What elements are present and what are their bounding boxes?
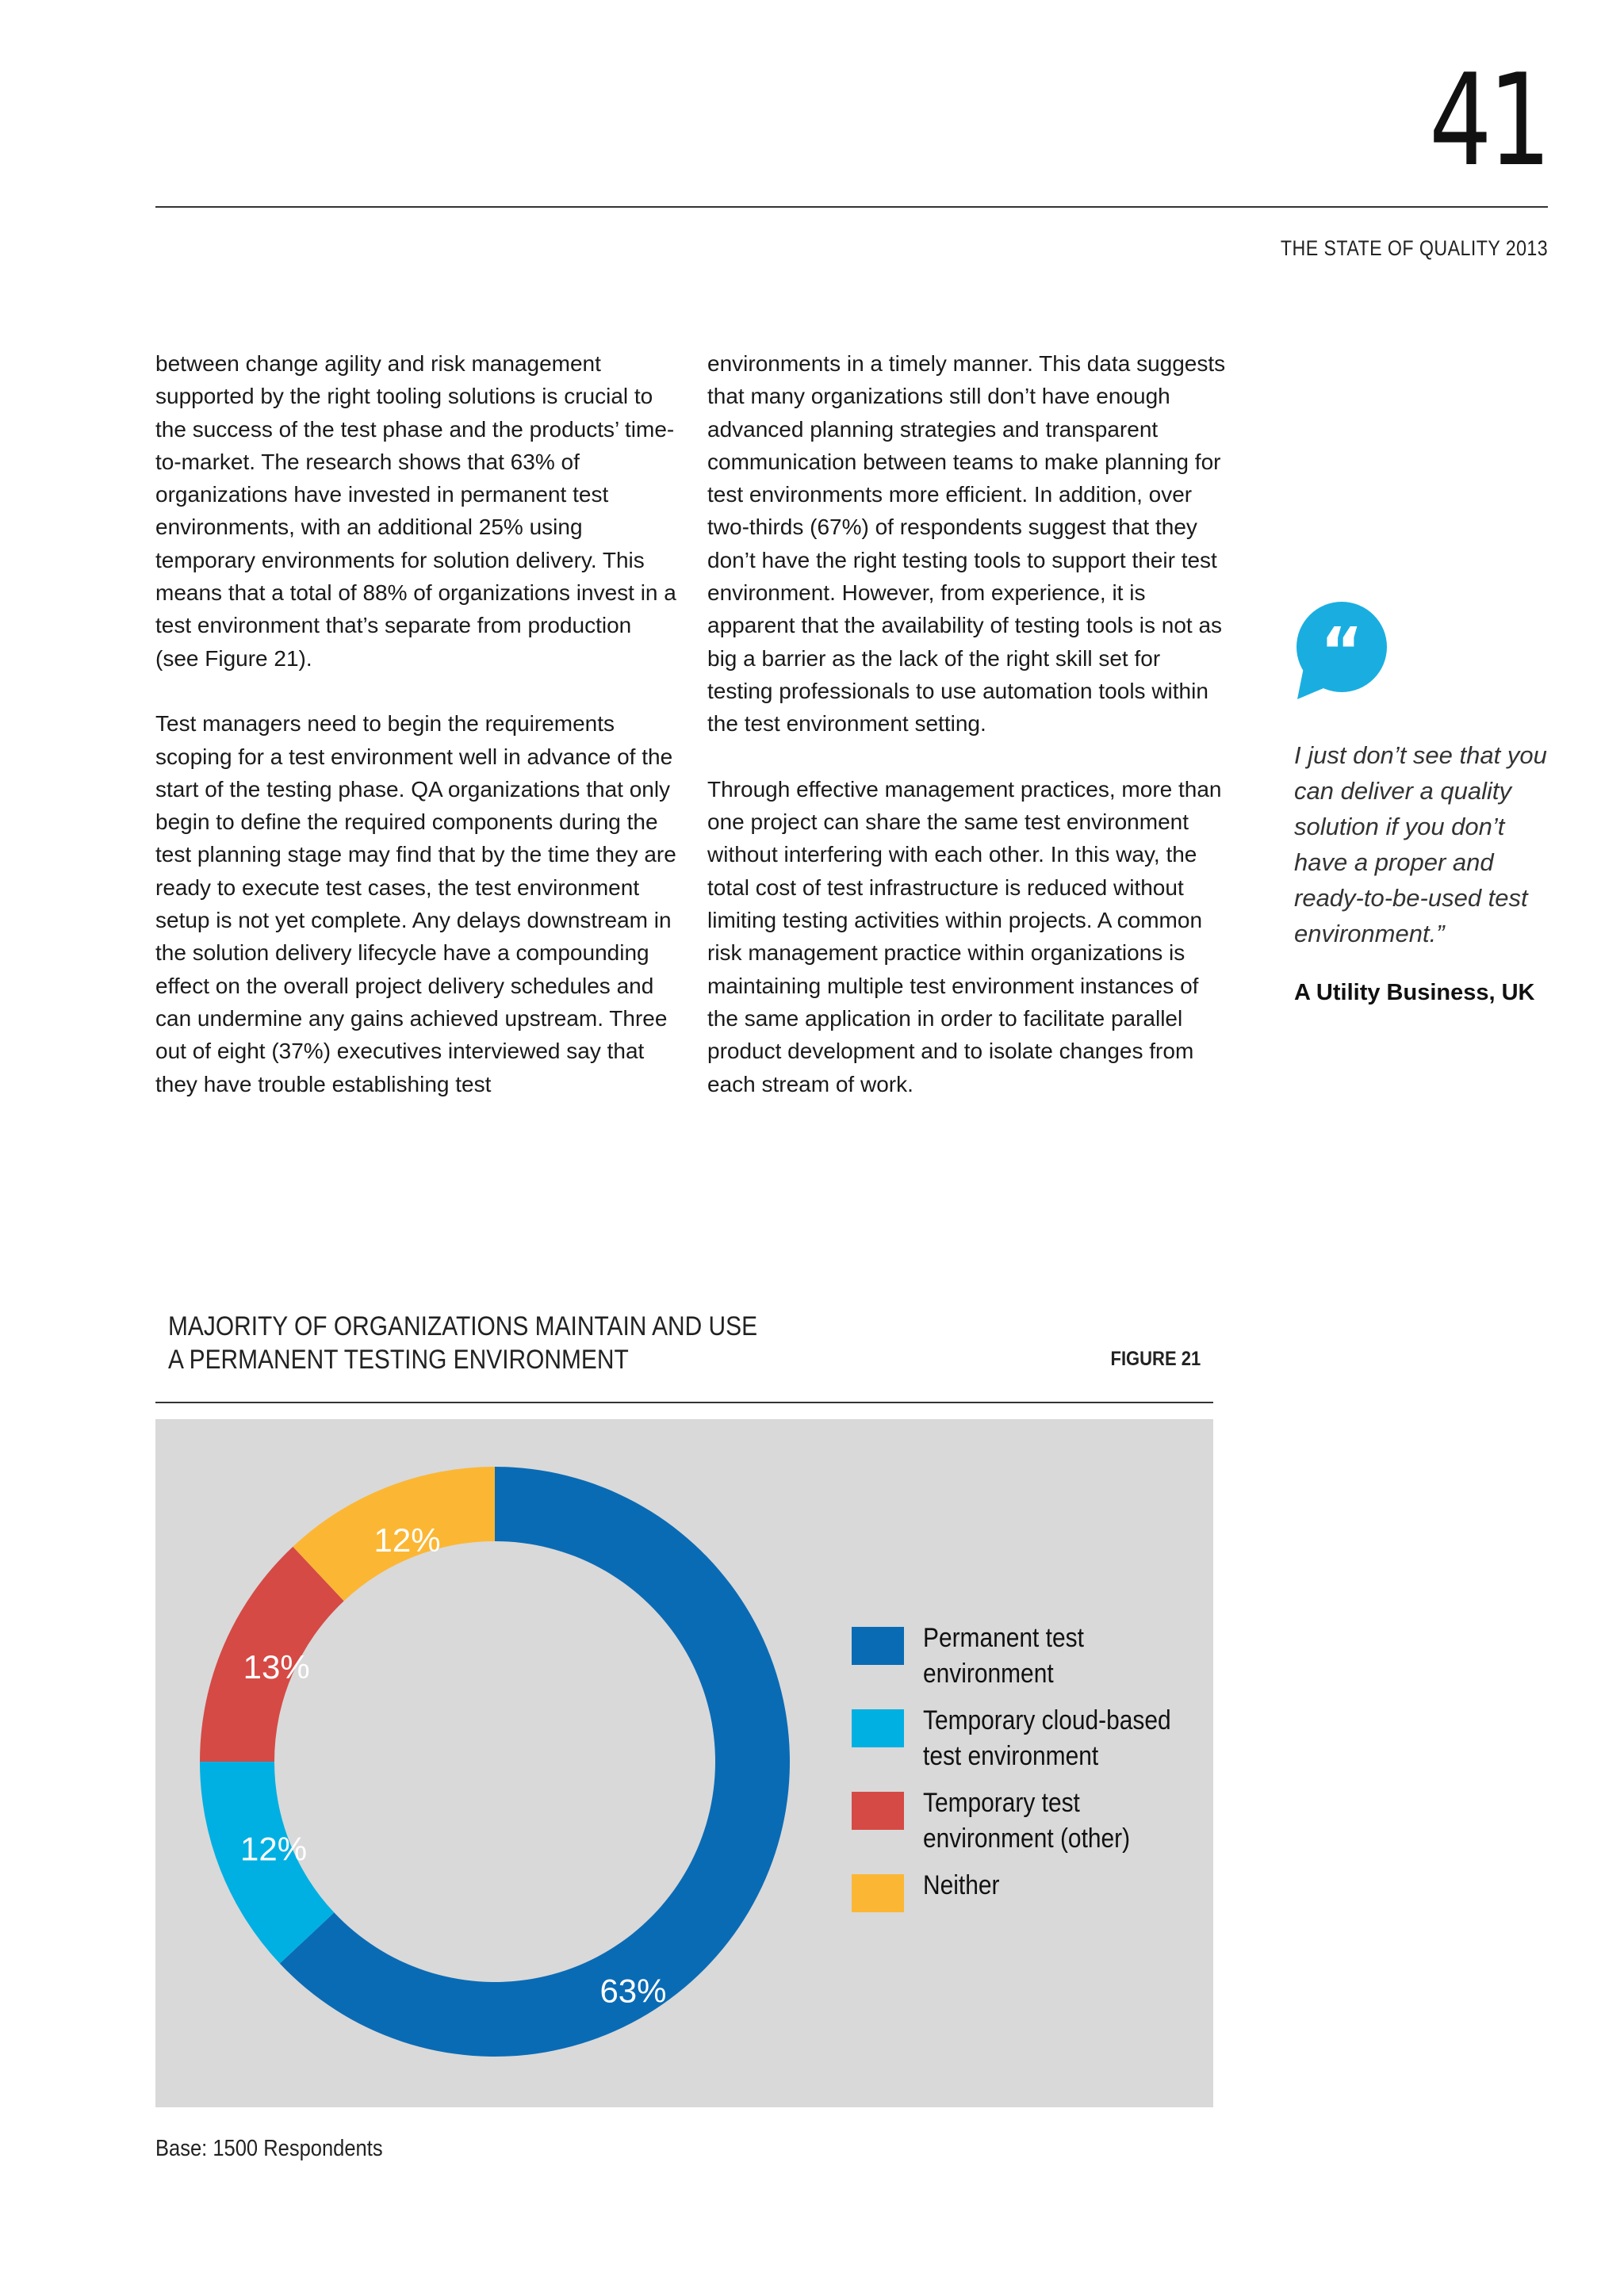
pull-quote-text: I just don’t see that you can deliver a quality solution if you don’t have a proper and ready-to-be-used test environment.” <box>1294 741 1547 947</box>
body-paragraph: Through effective management practices, more than one project can share the same test environment without interfering with each other. In this way, the total cost of test infrastructure is reduced without limiting testing activities within projects. A common risk management practice within organizations is maintaining multiple test environment instances of the same application in order to facilitate parallel product development and to isolate changes from each stream of work. <box>707 776 1222 1096</box>
figure-label: FIGURE 21 <box>1110 1348 1201 1370</box>
chart-panel <box>155 1419 1213 2107</box>
body-paragraph: between change agility and risk management supported by the right tooling solutions is crucial to the success of the test phase and the products’ time-to-market. The research shows that 63% of organizations have invested in permanent test environments, with an additional 25% using temporary environments for solution delivery. This means that a total of 88% of organizations invest in a test environment that’s separate from production (see Figure 21). <box>155 351 676 671</box>
page-number: 41 <box>1429 46 1548 194</box>
legend-swatch <box>852 1792 904 1830</box>
report-title: THE STATE OF QUALITY 2013 <box>1280 236 1548 260</box>
figure-title <box>168 1310 866 1376</box>
donut-label: 12% <box>240 1830 308 1868</box>
body-paragraph: Test managers need to begin the requirements scoping for a test environment well in advance of the start of the testing phase. QA organizations that only begin to define the required components during the test planning stage may find that by the time they are ready to execute test cases, the test environment setup is not yet complete. Any delays downstream in the solution delivery lifecycle have a compounding effect on the overall project delivery schedules and can undermine any gains achieved upstream. Three out of eight (37%) executives interviewed say that they have trouble establishing test <box>155 711 676 1096</box>
donut-label: 13% <box>243 1647 310 1686</box>
legend-label: Permanent test environment <box>923 1623 1084 1689</box>
legend-swatch <box>852 1627 904 1665</box>
body-column-left <box>155 347 679 1133</box>
legend-label: Neither <box>923 1870 1000 1900</box>
svg-text:“: “ <box>1320 614 1363 690</box>
pull-quote-attribution: A Utility Business, UK <box>1294 980 1535 1005</box>
header-divider <box>155 206 1548 208</box>
body-paragraph: environments in a timely manner. This data suggests that many organizations still don’t have enough advanced planning strategies and transparent communication between teams to make planning for test environments more efficient. In addition, over two-thirds (67%) of respondents suggest that they don’t have the right testing tools to support their test environment. However, from experience, it is apparent that the availability of testing tools is not as big a barrier as the lack of the right skill set for testing professionals to use automation tools within the test environment setting. <box>707 351 1226 737</box>
legend-swatch <box>852 1874 904 1912</box>
body-column-middle <box>707 347 1231 1133</box>
figure-title-line: MAJORITY OF ORGANIZATIONS MAINTAIN AND USE <box>168 1311 758 1341</box>
figure-divider <box>155 1402 1213 1403</box>
donut-label: 63% <box>599 1972 667 2010</box>
legend-label: Temporary test environment (other) <box>923 1788 1131 1854</box>
legend-swatch <box>852 1709 904 1747</box>
donut-label: 12% <box>373 1521 441 1559</box>
base-note: Base: 1500 Respondents <box>155 2136 383 2161</box>
legend-label: Temporary cloud-based test environment <box>923 1705 1171 1771</box>
quote-bubble-icon <box>1294 601 1389 701</box>
figure-title-line: A PERMANENT TESTING ENVIRONMENT <box>168 1345 629 1375</box>
